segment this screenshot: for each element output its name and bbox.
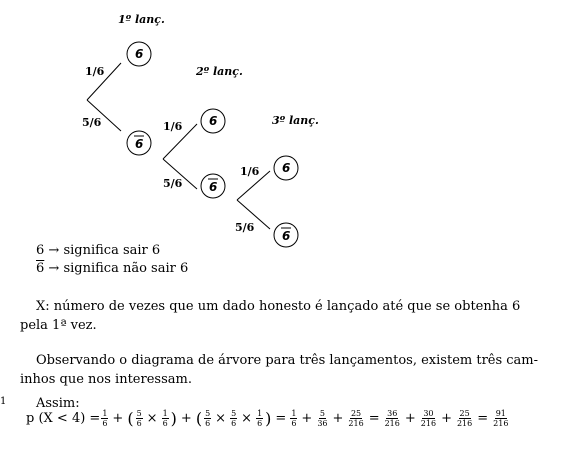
frac-1-6: $\frac{1}{6}$ [162,409,168,428]
frac-36-216: $\frac{36}{216}$ [384,409,400,428]
frac-25-216: $\frac{25}{216}$ [456,409,473,428]
paragraph-3: Assim: [36,396,80,411]
paragraph-1-line-2: pela 1ª vez. [20,318,97,333]
prob-2-six: 1/6 [163,120,183,133]
margin-mark: 1 [0,396,7,407]
legend-six-symbol: 6 [36,243,45,258]
header-3: 3º lanç. [272,114,319,127]
header-2: 2º lanç. [196,65,243,78]
frac-1-6: $\frac{1}{6}$ [102,409,108,428]
node-1-six-label: 6 [135,47,144,61]
legend-six [36,243,160,259]
frac-25-216: $\frac{25}{216}$ [348,409,364,428]
node-3-not-six-label: 6 [282,229,291,243]
node-2-six-label: 6 [209,114,218,128]
probability-formula: p (X < 4) = $\frac{1}{6}$ + ( $\frac{5}{6}$ × $\frac{1}{6}$ ) + ( $\frac{5}{6}$ × $\frac{5}{6}$ × $\frac{1}{6}$ ) = $\frac{1}{6}$ + $\frac{5}{36}$ + $\frac{25}{216}$ = $\frac{36}{216}$ + $\frac{30}{216}$ + $\frac{25}{216}$ = $\frac{91}{216}$ [26,409,509,428]
prob-1-not-six: 5/6 [82,116,102,129]
legend-not-six-text: → significa não sair 6 [44,261,189,276]
prob-2-not-six: 5/6 [163,177,183,190]
paragraph-2-line-2: inhos que nos interessam. [20,372,192,387]
paragraph-1-line-1: X: número de vezes que um dado honesto é lançado até que se obtenha 6 [36,299,521,314]
paragraph-2-line-1: Observando o diagrama de árvore para três lançamentos, existem três cam- [36,353,539,368]
prob-3-not-six: 5/6 [235,221,255,234]
frac-91-216: $\frac{91}{216}$ [493,409,509,428]
header-1: 1º lanç. [118,13,165,26]
frac-5-36: $\frac{5}{36}$ [317,409,328,428]
node-2-not-six-label: 6 [209,180,218,194]
legend-not-six-symbol: 6 [36,261,45,276]
legend-six-text: → significa sair 6 [44,243,161,258]
legend-not-six [36,261,188,277]
node-1-not-six-label: 6 [135,137,144,151]
frac-5-6: $\frac{5}{6}$ [205,409,211,428]
frac-5-6: $\frac{5}{6}$ [136,409,142,428]
formula-lhs: p (X < 4) = [26,411,101,426]
frac-1-6: $\frac{1}{6}$ [257,409,263,428]
prob-3-six: 1/6 [240,165,260,178]
node-3-six-label: 6 [282,161,291,175]
frac-5-6: $\frac{5}{6}$ [231,409,237,428]
frac-1-6: $\frac{1}{6}$ [291,409,297,428]
frac-30-216: $\frac{30}{216}$ [420,409,437,428]
prob-1-six: 1/6 [85,65,105,78]
